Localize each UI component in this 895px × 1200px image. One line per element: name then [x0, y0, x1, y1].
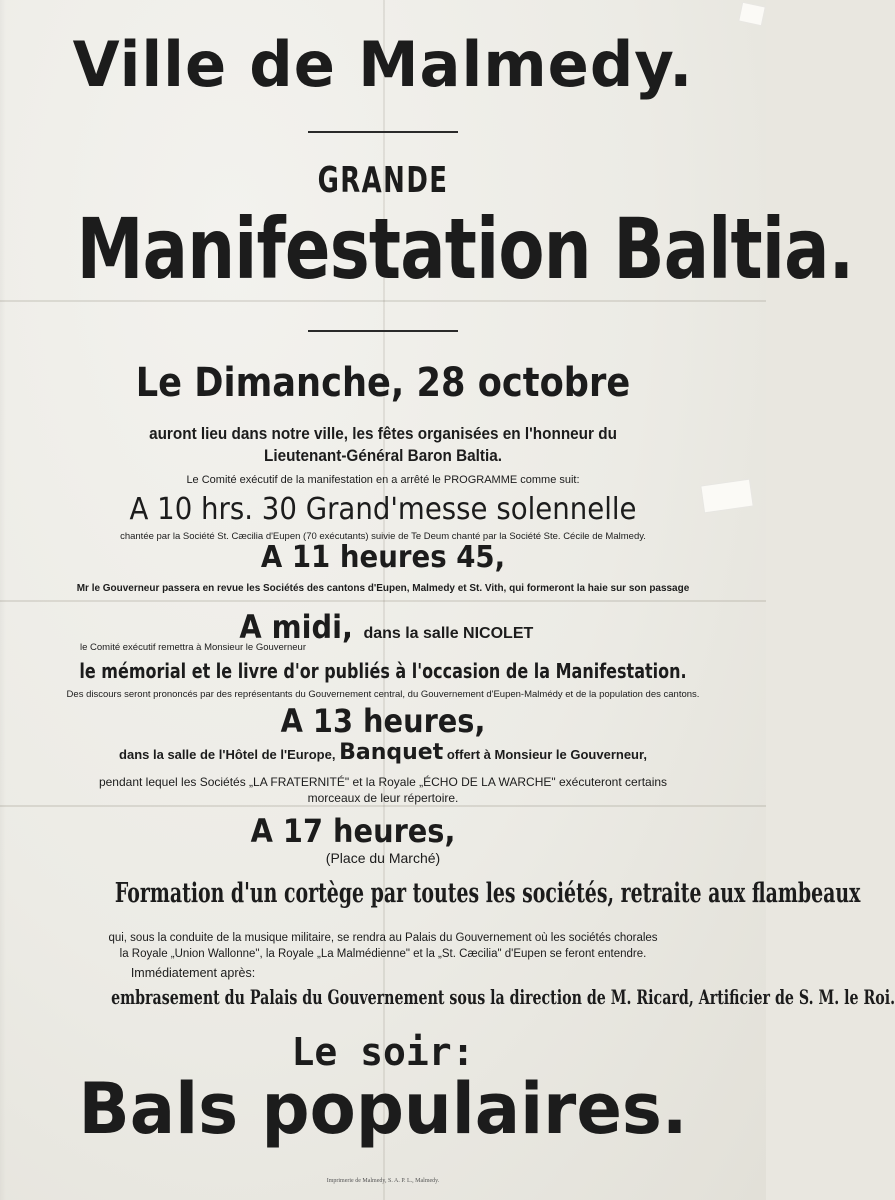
item-2-detail: Mr le Gouverneur passera en revue les Sociétés des cantons d'Eupen, Malmedy et St. Vith, qui formeront la haie sur son passage — [76, 582, 690, 594]
divider — [308, 131, 458, 133]
intro-line-2: Lieutenant-Général Baron Baltia. — [263, 446, 503, 465]
poster-title: Ville de Malmedy. — [72, 28, 694, 101]
item-3-detail-3: Des discours seront prononcés par des représentants du Gouvernement central, du Gouvernement d'Eupen-Malmédy et de la population des cantons. — [66, 689, 700, 700]
item-3-detail-2: le mémorial et le livre d'or publiés à l'occasion de la Manifestation. — [79, 659, 687, 683]
bals-heading: Bals populaires. — [78, 1068, 688, 1150]
item-3-heading — [0, 608, 766, 646]
intro-line-1: auront lieu dans notre ville, les fêtes organisées en l'honneur du — [149, 424, 617, 443]
cortege-line: Formation d'un cortège par toutes les sociétés, retraite aux flambeaux — [114, 878, 861, 909]
item-4-venue: dans la salle de l'Hôtel de l'Europe, — [119, 747, 336, 762]
item-5-apres: Immédiatement après: — [130, 966, 256, 980]
grande-label: GRANDE — [317, 160, 449, 201]
divider — [308, 330, 458, 332]
imprint: Imprimerie de Malmedy, S. A. P. L., Malmedy. — [326, 1178, 440, 1184]
item-4-heading: A 13 heures, — [280, 702, 486, 740]
soir-heading: Le soir: — [291, 1030, 475, 1074]
item-3-place: dans la salle NICOLET — [363, 625, 534, 642]
item-4-detail-2: pendant lequel les Sociétés „LA FRATERNITÉ" et la Royale „ÉCHO DE LA WARCHE" exécuteront certains — [98, 775, 668, 789]
item-4-host: offert à Monsieur le Gouverneur, — [446, 747, 647, 762]
item-1-heading: A 10 hrs. 30 Grand'messe solennelle — [129, 492, 637, 527]
date-line: Le Dimanche, 28 octobre — [135, 360, 631, 406]
item-5-detail-1: qui, sous la conduite de la musique militaire, se rendra au Palais du Gouvernement où les sociétés chorales — [108, 932, 658, 944]
item-1-detail: chantée par la Société St. Cæcilia d'Eupen (70 exécutants) suivie de Te Deum chanté par la Société Ste. Cécile de Malmedy. — [120, 531, 646, 542]
item-5-place: (Place du Marché) — [325, 850, 441, 866]
item-3-detail-1: le Comité exécutif remettra à Monsieur le Gouverneur — [80, 642, 306, 653]
item-4-detail-3: morceaux de leur répertoire. — [307, 791, 459, 805]
item-5-heading: A 17 heures, — [250, 812, 456, 850]
item-4-detail-1 — [0, 740, 766, 765]
programme-note: Le Comité exécutif de la manifestation en a arrêté le PROGRAMME comme suit: — [186, 474, 580, 486]
item-5-detail-2: la Royale „Union Wallonne", la Royale „La Malmédienne" et la „St. Cæcilia" d'Eupen se feront entendre. — [119, 948, 647, 960]
item-3-time: A midi, — [239, 608, 353, 646]
paper-tear — [738, 2, 766, 27]
embrasement-line: embrasement du Palais du Gouvernement sous la direction de M. Ricard, Artificier de S. M. le Roi. — [111, 985, 895, 1009]
headline: Manifestation Baltia. — [76, 200, 854, 298]
banquet-label: Banquet — [339, 740, 444, 765]
item-2-heading: A 11 heures 45, — [260, 540, 506, 575]
